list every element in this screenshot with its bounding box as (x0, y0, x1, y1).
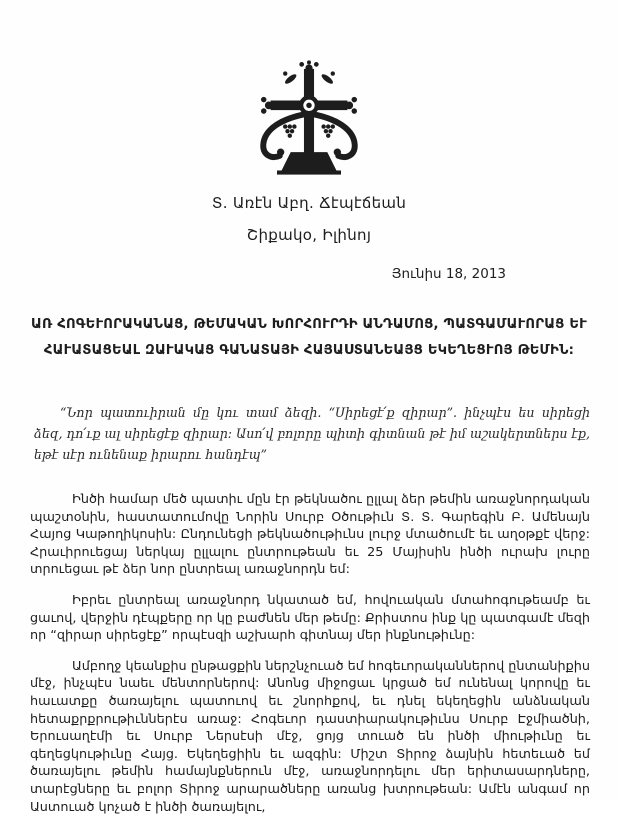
salutation-line-1: ԱՌ ՀՈԳԵՒՈՐԱԿԱՆԱՑ, ԹԵՄԱԿԱՆ ԽՈՐՀՈՒՐԴԻ ԱՆԴԱՄՈՑ, ՊԱՏԳԱՄԱՒՈՐԱՑ ԵՒ (31, 317, 587, 332)
paragraph-1: Ինծի համար մեծ պատիւ մըն էր թեկնածու ըլլալ ձեր թեմին առաջնորդական պաշտօնին, հաստատումովը Նորին Սուրբ Օծութիւն Տ. Տ. Գարեգին Բ. Ամենայն Հայոց Կաթողիկոսին: Ընդունեցի թեկնածութիւնս լուրջ մտածումէ եւ աղօթքէ վերջ: Հրաւիրուեցայ ներկայ ըլլալու ընտրութեան եւ 25 Մայիսին ինծի ուրախ լուրը տրուեցաւ թէ ձեր նոր ընտրեալ առաջնորդն եմ: (30, 492, 590, 578)
paragraph-2: Իբրեւ ընտրեալ առաջնորդ նկատած եմ, հովուական մտահոգութեամբ եւ ցաւով, վերջին դէպքերը որ կը բաժնեն մեր թեմը: Քրիստոս ինք կը պատգամէ մեզի որ “զիրար սիրեցէք” որպէսզի աշխարհ գիտնայ մեր ինքնութիւնը: (30, 592, 590, 644)
salutation-heading (24, 312, 594, 364)
letterhead-emblem (0, 60, 618, 188)
salutation-line-2: ՀԱՒԱՏԱՑԵԱԼ ԶԱՒԱԿԱՑ ԳԱՆԱՏԱՅԻ ՀԱՅԱՍՏԱՆԵԱՅՑ ԵԿԵՂԵՑՒՈՅ ԹԵՄԻՆ: (43, 343, 575, 358)
paragraph-3: Ամբողջ կեանքիս ընթացքին ներշնչուած եմ հոգեւորականներով ընտանիքիս մէջ, ինչպէս նաեւ մենտորներով: Անոնց միջոցաւ կրցած եմ ունենալ կորովը եւ հաւատքը ծառայելու պատուով եւ շնորհքով, եւ դնել եկեղեցին անձնական հետաքրքրութիւններէս առաջ: Հոգեւոր դաստիարակութիւնս Սուրբ Էջմիածնի, Երուսաղէմի եւ Սուրբ Ներսէսի մէջ, ցոյց տուած են ինծի միութիւնը եւ գեղեցկութիւնը Հայց. Եկեղեցիին եւ ազգին: Միշտ Տիրոջ ձայնին հետեւած եմ ծառայելու թեմին համայնքներուն մէջ, առաջնորդելու մեր երիտասարդները, տարէցները եւ բոլոր Տիրոջ արարածները առանց խտրութեան: Ամէն անգամ որ Աստուած կոչած է ինծի ծառայելու, (30, 658, 590, 815)
scripture-quote: “Նոր պատուիրան մը կու տամ ձեզի. “Սիրեցէ՛ք զիրար”. ինչպէս ես սիրեցի ձեզ, դո՛ւք ալ սիրեցէք զիրար: Ասո՛վ բոլորը պիտի գիտնան թէ իմ աշակերտներս էք, եթէ սէր ունենաք իրարու հանդէպ” (34, 405, 590, 462)
letter-body (30, 491, 590, 816)
sender-location: Շիքակօ, Իլինոյ (246, 226, 372, 244)
sender-name: Տ. Առէն Աբղ. Ճէպէճեան (211, 194, 407, 212)
armenian-cross-icon (234, 60, 384, 184)
letter-date: Յունիս 18, 2013 (391, 266, 506, 282)
